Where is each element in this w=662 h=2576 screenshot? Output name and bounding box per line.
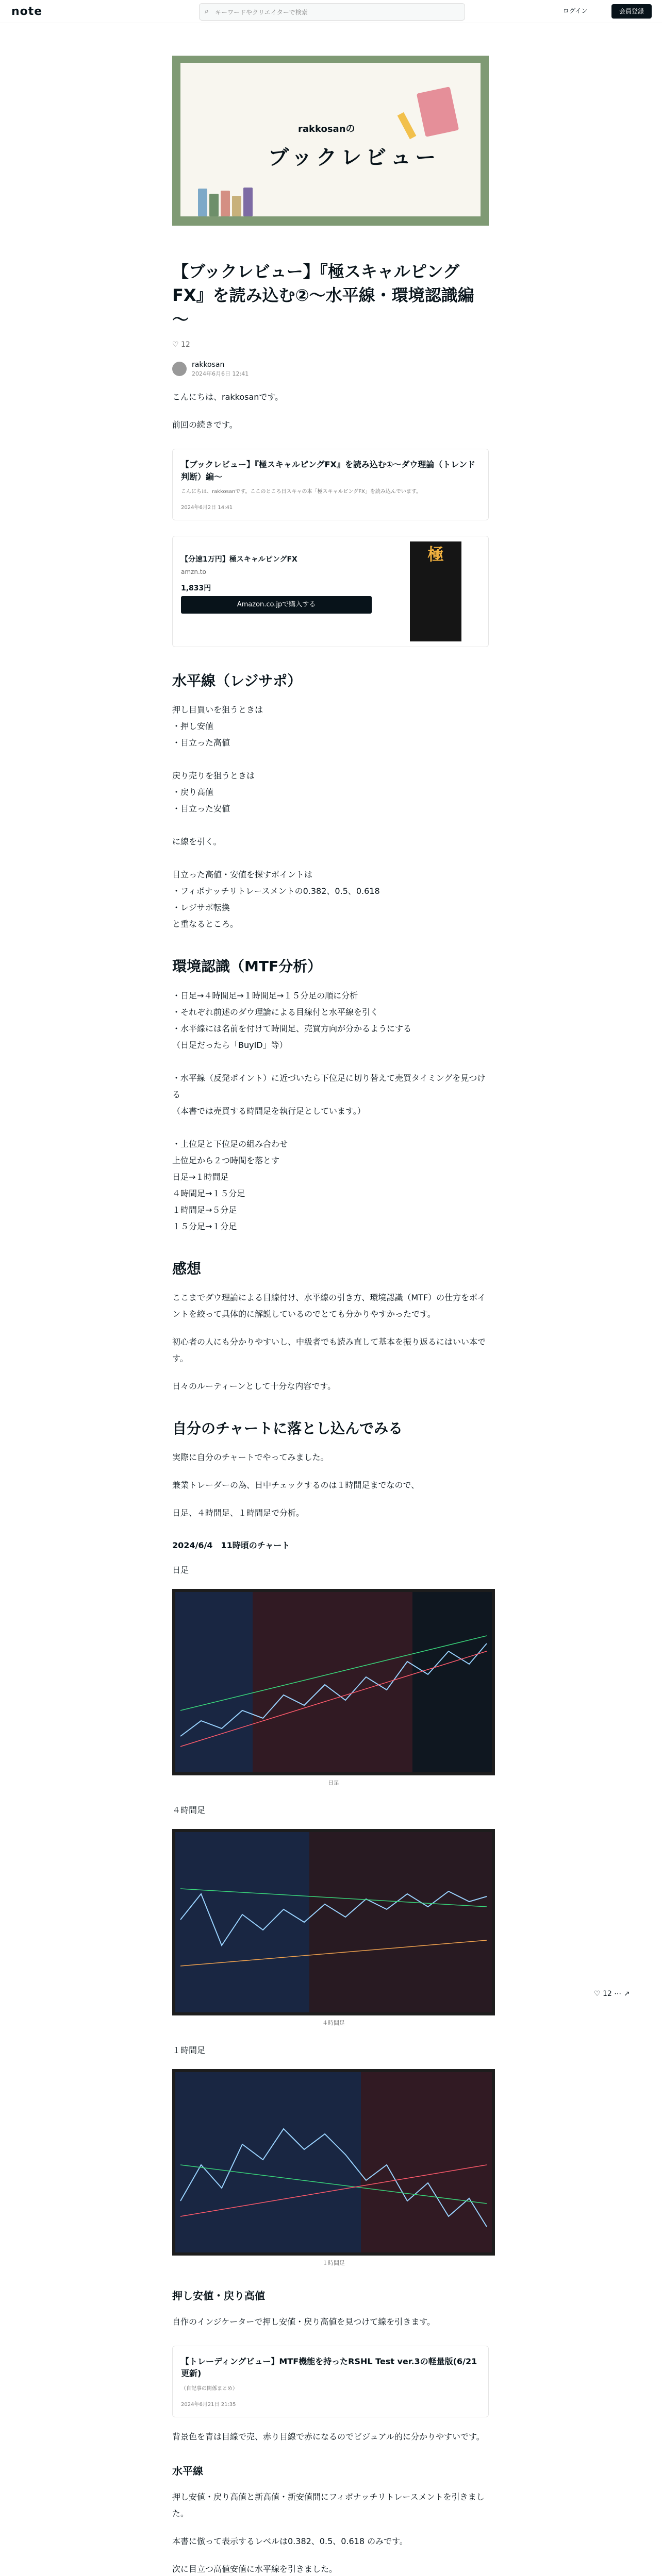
hero-title: ブックレビュー [268, 146, 440, 170]
chart-date-heading: 2024/6/4 11時頃のチャート [172, 1540, 290, 1551]
book-cover: 極 [410, 541, 461, 641]
indicator-body: （自記事の関係まとめ） [181, 2385, 238, 2392]
article-title: 【ブックレビュー】『極スキャルピングFX』を読み込む②～水平線・環境認識編～ [172, 262, 474, 329]
pencil-icon [398, 112, 417, 139]
feeling-1: ここまでダウ理論による目線付け、水平線の引き方、環境認識（MTF）の仕方をポイントを絞って具体的に解説しているのでとても分かりやすかったです。 [172, 1292, 486, 1319]
4h-caption: ４時間足 [322, 2020, 345, 2027]
1h-caption: １時間足 [322, 2260, 345, 2267]
amazon-card[interactable] [172, 536, 489, 647]
floating-actions[interactable] [594, 1990, 630, 1998]
like-count[interactable]: ♡ 12 [172, 341, 190, 349]
h1-label: １時間足 [172, 2045, 206, 2056]
note-logo[interactable]: note [11, 5, 43, 18]
4h-chart [172, 1829, 495, 2027]
feeling-3: 日々のルーティーンとして十分な内容です。 [172, 1381, 336, 1391]
daily-caption: 日足 [328, 1780, 339, 1787]
bg-line: 背景色を青は目線で売、赤り目線で赤になるのでビジュアル的に分かりやすいです。 [172, 2431, 485, 2442]
login-link[interactable]: ログイン [563, 7, 588, 14]
section-horizontal: 水平線（レジサポ） [172, 672, 302, 689]
notebook-icon [417, 87, 459, 137]
hero-image [172, 56, 489, 226]
daily-chart [172, 1589, 495, 1787]
amazon-title[interactable]: 【分速1万円】極スキャルピングFX [181, 555, 297, 564]
amazon-buy-button[interactable]: Amazon.co.jpで購入する [181, 596, 372, 614]
section-feeling: 感想 [172, 1260, 202, 1277]
linked-article-title[interactable]: 【ブックレビュー】『極スキャルピングFX』を読み込む①～ダウ理論（トレンド判断）編～ [181, 460, 475, 482]
horizontal-lines: 押し目買いを狙うときは ・押し安値 ・目立った高値 戻り売りを狙うときは ・戻り高値 ・目立った安値 に線を引く。 目立った高値・安値を探すポイントは ・フィボナッチリトレースメントの0.382、0.5、0.618 ・レジサポ転換 と重なるところ。 [172, 705, 380, 929]
heart-icon[interactable]: ♡ [594, 1990, 601, 1998]
intro-text-2: 前回の続きです。 [172, 420, 238, 430]
chart-desc-2: 日足、４時間足、１時間足で分析。 [172, 1508, 305, 1518]
intro-text-1: こんにちは、rakkosanです。 [172, 392, 284, 402]
books-illustration [198, 185, 286, 216]
buy-line: 自作のインジケーターで押し安値・戻り高値を見つけて線を引きます。 [172, 2317, 436, 2327]
hline-3: 次に目立つ高値安値に水平線を引きました。 [172, 2564, 338, 2574]
post-date: 2024年6月6日 12:41 [192, 370, 249, 378]
author-block[interactable] [172, 360, 489, 378]
author-name[interactable]: rakkosan [192, 361, 225, 369]
linked-article-card[interactable] [172, 449, 489, 520]
chart-intro: 実際に自分のチャートでやってみました。 [172, 1452, 329, 1463]
hline-1: 押し安値・戻り高値と新高値・新安値間にフィボナッチリトレースメントを引きました。 [172, 2492, 485, 2518]
search-placeholder: キーワードやクリエイターで検索 [215, 9, 308, 16]
linked-article-body: こんにちは、rakkosanです。ここのところ日スキャの本「極スキャルピングFX」を読み込んでいます。 [181, 488, 422, 495]
amazon-store: amzn.to [181, 568, 206, 575]
site-header [0, 0, 662, 23]
h4-label: ４時間足 [172, 1805, 206, 1816]
chart-desc-1: 兼業トレーダーの為、日中チェックするのは１時間足までなので、 [172, 1480, 420, 1490]
signup-button[interactable]: 会員登録 [611, 4, 652, 19]
linked-article-date: 2024年6月2日 14:41 [181, 504, 233, 511]
indicator-date: 2024年6月21日 21:35 [181, 2401, 236, 2408]
hline-2: 本書に倣って表示するレベルは0.382、0.5、0.618 のみです。 [172, 2536, 408, 2546]
indicator-card[interactable] [172, 2346, 489, 2417]
section-mtf: 環境認識（MTF分析） [172, 958, 322, 975]
section-hline: 水平線 [172, 2464, 203, 2477]
search-icon: ⌕ [205, 7, 209, 15]
1h-chart [172, 2069, 495, 2267]
section-buy: 押し安値・戻り高値 [172, 2290, 265, 2302]
search-box[interactable] [199, 3, 465, 21]
author-avatar[interactable] [172, 362, 187, 376]
mtf-lines: ・日足→４時間足→１時間足→１５分足の順に分析 ・それぞれ前述のダウ理論による目線付と水平線を引く ・水平線には名前を付けて時間足、売買方向が分かるようにする （日足だったら「BuyID」等） ・水平線（反発ポイント）に近づいたら下位足に切り替えて売買タイミングを見つける （本書では売買する時間足を執行足としています。） ・上位足と下位足の組み合わせ 上位足から２つ時間を落とす 日足→１時間足 ４時間足→１５分足 １時間足→５分足 １５分足→１分足 [172, 990, 486, 1231]
section-chart: 自分のチャートに落とし込んでみる [172, 1419, 403, 1437]
daily-label: 日足 [172, 1565, 189, 1575]
share-icon[interactable]: ↗ [623, 1990, 630, 1998]
feeling-2: 初心者の人にも分かりやすいし、中級者でも読み直して基本を振り返るにはいい本です。 [172, 1336, 486, 1363]
article-main [172, 56, 489, 2576]
more-icon[interactable]: ⋯ [614, 1990, 622, 1998]
floating-like-count: 12 [603, 1990, 612, 1998]
hero-subtitle: rakkosanの [298, 124, 355, 134]
indicator-title[interactable]: 【トレーディングビュー】MTF機能を持ったRSHL Test ver.3の軽量版(6/21更新) [181, 2357, 477, 2379]
amazon-price: 1,833円 [181, 584, 211, 592]
